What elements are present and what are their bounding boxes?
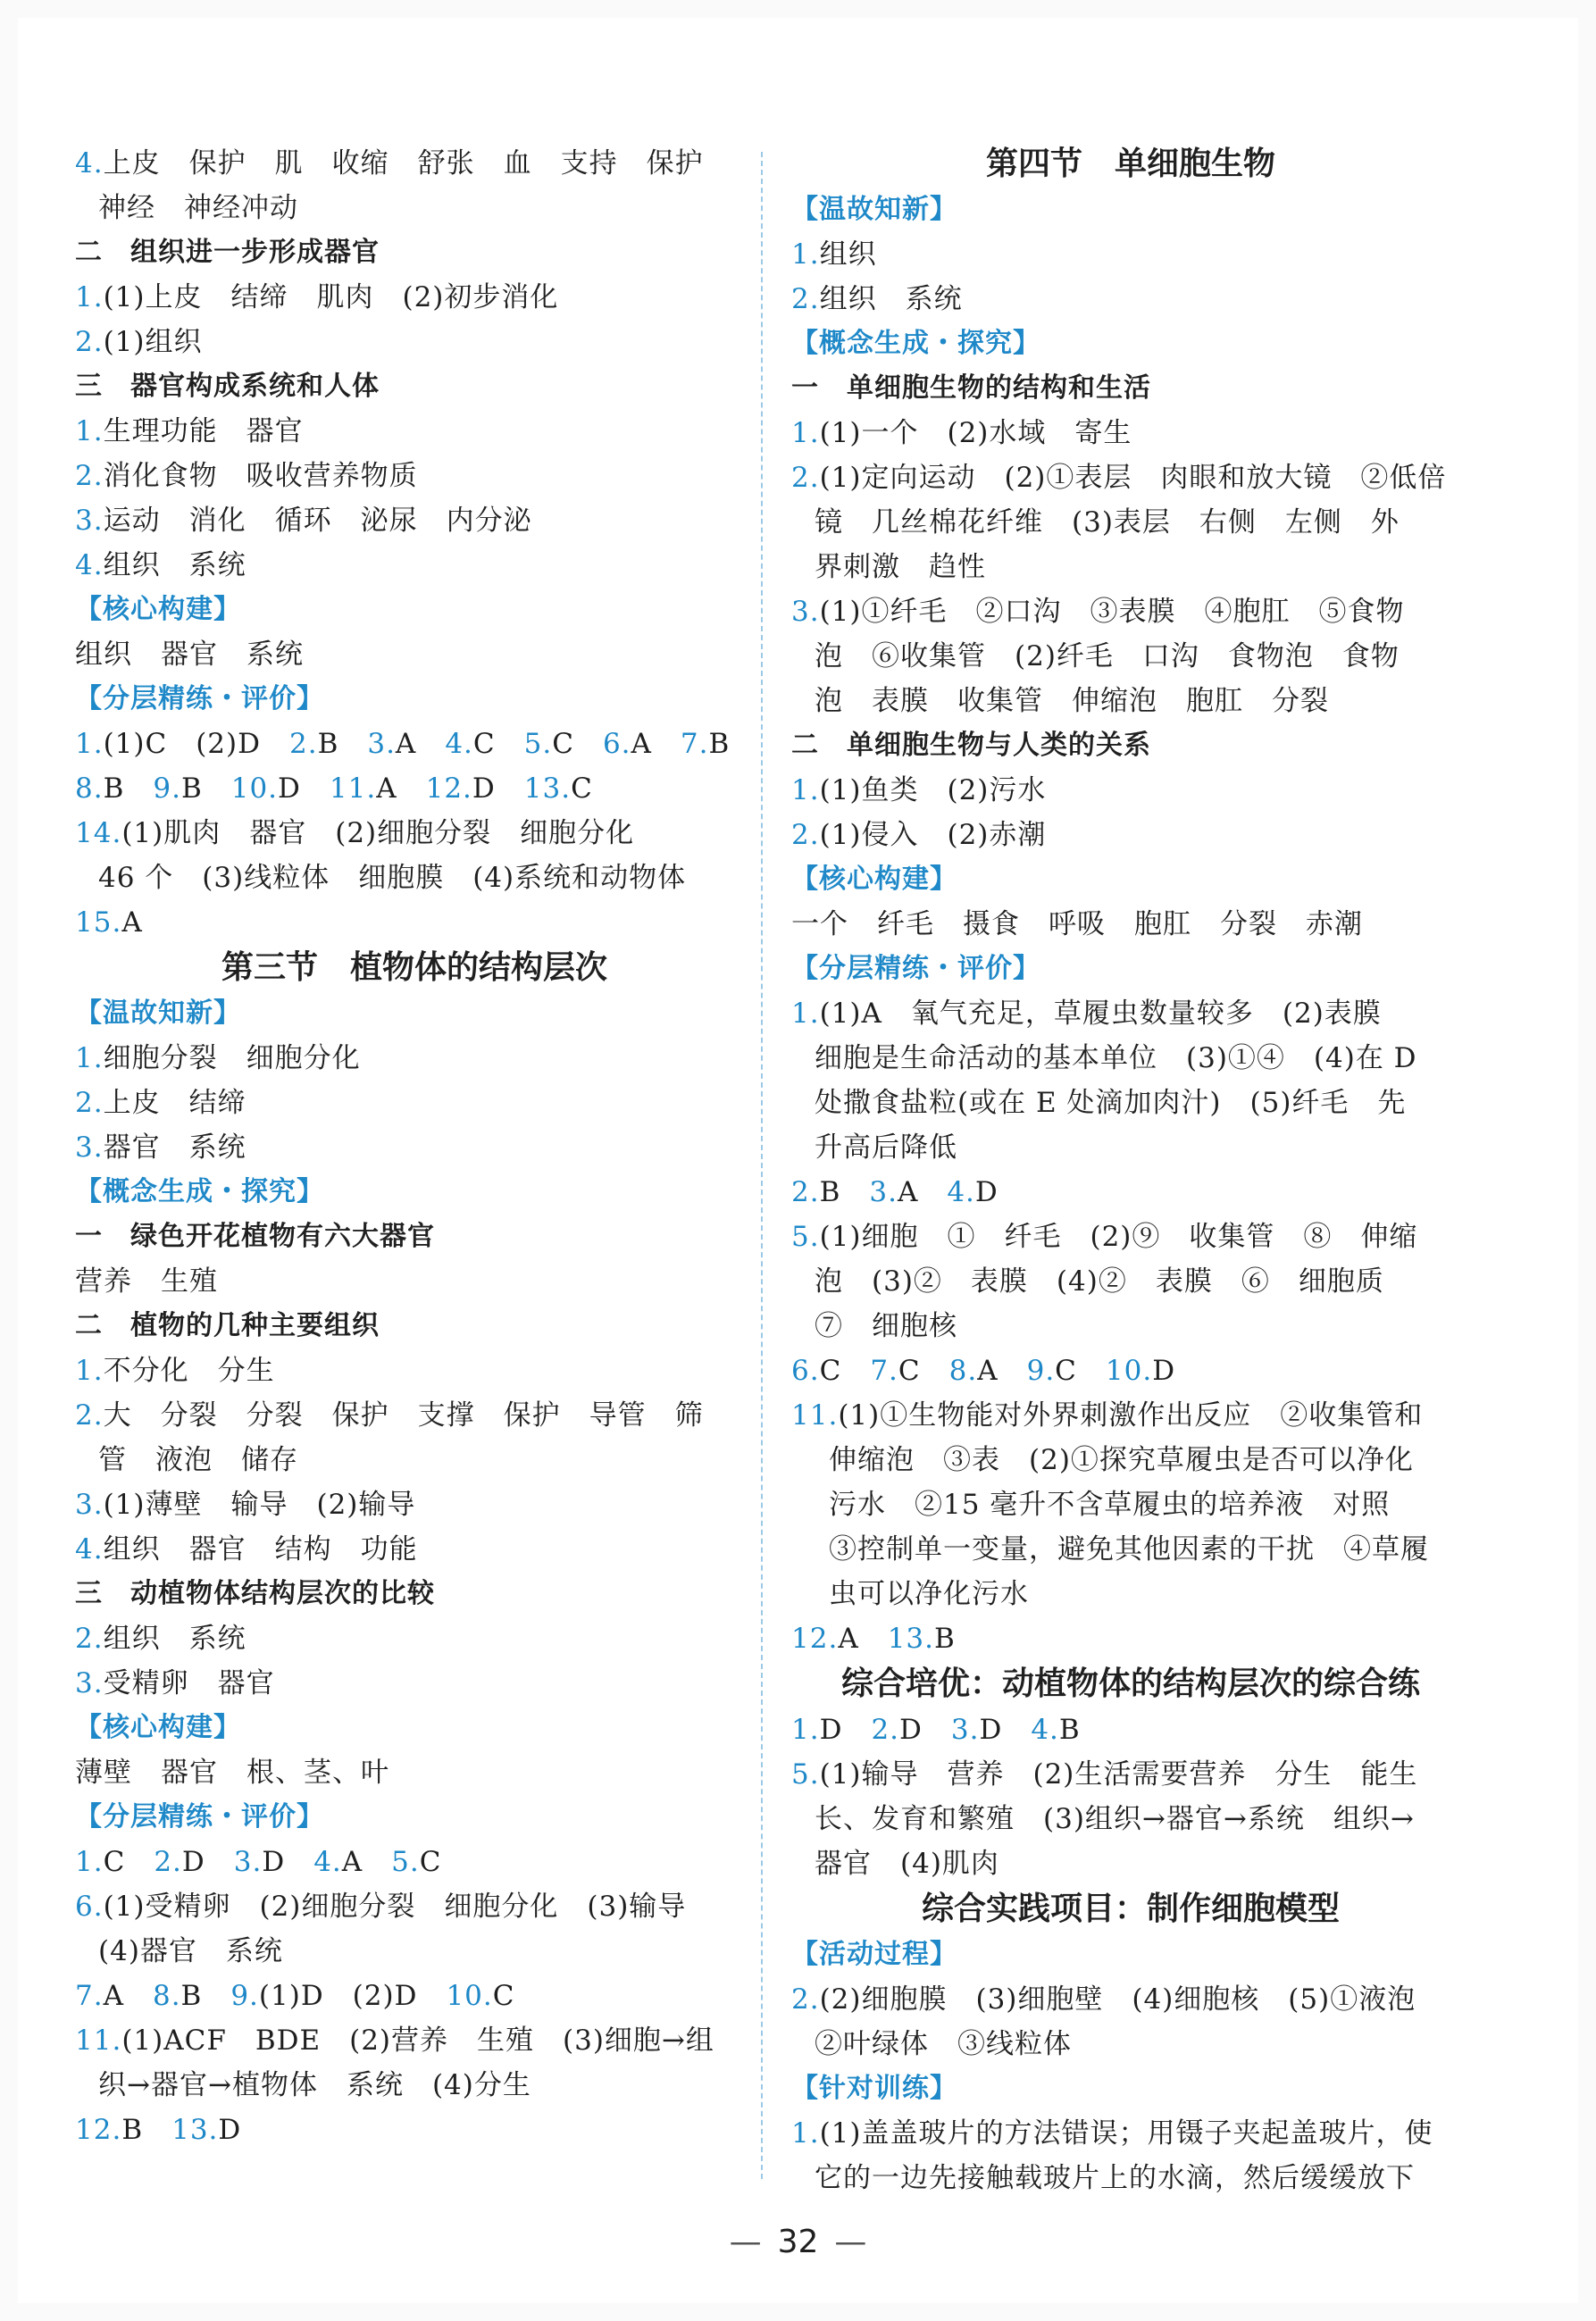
question-number: 4. [75,549,104,581]
answer-text: 消化食物 吸收营养物质 [103,460,418,492]
answer-line [75,543,754,588]
section-tag: 【概念生成・探究】 [75,1176,324,1207]
answer-text: (1)D (2)D [258,1980,447,2012]
answer-line [791,902,1470,947]
page-number-value: 32 [777,2224,819,2260]
answer-line [791,1707,1470,1752]
question-number: 9. [230,1980,259,2012]
section-tag: 【分层精练・评价】 [75,1801,324,1833]
question-number: 5. [391,1846,420,1878]
question-number: 2. [75,326,104,358]
question-number: 6. [791,1355,820,1387]
answer-text: C [419,1846,442,1878]
answer-text: D [979,1714,1032,1746]
answer-continuation: 46 个 (3)线粒体 细胞膜 (4)系统和动物体 [98,862,687,894]
answer-text: C [898,1355,949,1387]
answer-line [75,2018,754,2063]
question-number: 10. [230,772,279,805]
subsection-heading: 三 器官构成系统和人体 [75,371,380,402]
answer-line [75,454,754,498]
answer-line [791,455,1470,500]
answer-text: 组织 系统 [103,1623,247,1655]
question-number: 8. [152,1980,181,2012]
question-number: 1. [791,998,820,1030]
answer-text: C [103,1846,155,1878]
answer-continuation: (4)器官 系统 [98,1935,283,1967]
answer-line [791,768,1470,813]
question-number: 15. [75,906,122,939]
question-number: 1. [791,238,820,271]
page-number [18,2224,1578,2260]
question-number: 1. [791,774,820,806]
answer-text: 组织 系统 [819,283,963,315]
question-number: 5. [791,1221,820,1253]
answer-continuation: 它的一边先接触载玻片上的水滴，然后缓缓放下 [815,2162,1415,2194]
answer-line [75,1348,754,1393]
question-number: 10. [1105,1355,1153,1387]
answer-text: A [341,1846,392,1878]
answer-line [791,1977,1470,2022]
section-tag: 【针对训练】 [791,2073,957,2104]
answer-text: B [708,728,731,760]
answer-line [75,1393,754,1438]
answer-text: (1)鱼类 (2)污水 [819,774,1047,806]
question-number: 10. [446,1980,493,2012]
question-number: 1. [75,281,104,313]
question-number: 11. [791,1399,839,1432]
answer-continuation: 泡 表膜 收集管 伸缩泡 胞肛 分裂 [815,685,1329,717]
answer-continuation: 升高后降低 [815,1131,957,1164]
answer-line [75,1884,754,1929]
answer-line [791,1393,1470,1438]
answer-continuation: 织→器官→植物体 系统 (4)分生 [98,2069,531,2101]
answer-continuation: 器官 (4)肌肉 [815,1848,999,1880]
question-number: 12. [75,2114,122,2146]
answer-text: 不分化 分生 [103,1355,275,1387]
answer-line [791,589,1470,634]
answer-text: (1)输导 营养 (2)生活需要营养 分生 能生 [819,1758,1418,1791]
question-number: 1. [791,2117,820,2150]
answer-continuation: 神经 神经冲动 [98,192,298,224]
section-tag: 【活动过程】 [791,1939,957,1970]
question-number: 2. [791,462,820,494]
answer-line [75,1081,754,1125]
answer-line [75,811,754,856]
answer-text: D [1152,1355,1176,1387]
answer-text: (1)ACF BDE (2)营养 生殖 (3)细胞→组 [121,2025,714,2057]
answer-line [791,232,1470,277]
answer-line [791,1752,1470,1797]
answer-line [75,320,754,364]
section-tag: 【温故知新】 [791,194,957,225]
section-tag: 【核心构建】 [791,864,957,895]
question-number: 4. [75,1533,104,1565]
section-tag: 【概念生成・探究】 [791,328,1040,359]
answer-text: 上皮 结缔 [103,1087,247,1119]
question-number: 7. [680,728,709,760]
answer-line [75,1125,754,1170]
answer-text: 受精卵 器官 [103,1667,275,1699]
answer-line [791,991,1470,1036]
answer-text: (1)一个 (2)水域 寄生 [819,417,1132,449]
answer-text: (2)细胞膜 (3)细胞壁 (4)细胞核 (5)①液泡 [819,1983,1416,2016]
question-number: 11. [329,772,377,805]
subsection-heading: 三 动植物体结构层次的比较 [75,1578,435,1609]
answer-text: 大 分裂 分裂 保护 支撑 保护 导管 筛 [103,1399,704,1432]
answer-line [75,409,754,454]
answer-text: (1)细胞 ① 纤毛 (2)⑨ 收集管 ⑧ 伸缩 [819,1221,1418,1253]
question-number: 3. [791,596,820,628]
answer-continuation: ③控制单一变量，避免其他因素的干扰 ④草履 [829,1533,1429,1565]
answer-line [75,2108,754,2152]
question-number: 3. [869,1176,898,1208]
answer-text: 薄壁 器官 根、茎、叶 [75,1757,389,1789]
left-column [75,141,754,2152]
answer-text: B [121,2114,172,2146]
answer-text: 组织 器官 结构 功能 [103,1533,418,1565]
answer-line [75,498,754,543]
answer-text: (1)组织 [103,326,203,358]
question-number: 9. [153,772,181,805]
answer-line [791,277,1470,321]
answer-text: D [262,1846,314,1878]
question-number: 12. [791,1623,839,1655]
answer-line [791,2111,1470,2156]
question-number: 6. [602,728,631,760]
answer-text: C [819,1355,871,1387]
answer-line [75,1661,754,1706]
answer-line [75,632,754,677]
answer-text: A [838,1623,888,1655]
answer-line [75,1482,754,1527]
question-number: 2. [791,1176,820,1208]
question-number: 1. [75,415,104,447]
question-number: 2. [288,728,318,760]
answer-text: D [218,2114,242,2146]
question-number: 7. [870,1355,898,1387]
answer-continuation: 镜 几丝棉花纤维 (3)表层 右侧 左侧 外 [815,506,1400,539]
answer-text: (1)上皮 结缔 肌肉 (2)初步消化 [103,281,559,313]
question-number: 1. [75,1846,104,1878]
answer-text: B [1058,1714,1081,1746]
answer-text: D [899,1714,951,1746]
question-number: 2. [791,819,820,851]
subsection-heading: 二 单细胞生物与人类的关系 [791,730,1151,761]
question-number: 3. [950,1714,980,1746]
answer-line [75,900,754,945]
question-number: 3. [75,1489,104,1521]
question-number: 3. [233,1846,263,1878]
question-number: 13. [523,772,572,805]
subsection-heading: 一 单细胞生物的结构和生活 [791,372,1151,404]
answer-text: 组织 器官 系统 [75,639,304,671]
answer-text: 营养 生殖 [75,1265,218,1298]
answer-line [75,1840,754,1884]
answer-text: (1)薄壁 输导 (2)输导 [103,1489,416,1521]
answer-text: A [897,1176,948,1208]
question-number: 2. [75,1399,104,1432]
answer-text: D [819,1714,872,1746]
answer-text: C [472,728,524,760]
answer-continuation: 长、发育和繁殖 (3)组织→器官→系统 组织→ [815,1803,1415,1835]
question-number: 2. [75,1087,104,1119]
answer-text: (1)盖盖玻片的方法错误；用镊子夹起盖玻片，使 [819,2117,1433,2150]
answer-text: D [181,1846,234,1878]
answer-text: C [492,1980,515,2012]
question-number: 13. [171,2114,219,2146]
section-tag: 【分层精练・评价】 [791,953,1040,984]
answer-text: 一个 纤毛 摄食 呼吸 胞肛 分裂 赤潮 [791,908,1363,940]
subsection-heading: 二 植物的几种主要组织 [75,1310,380,1341]
answer-text: D [974,1176,999,1208]
column-divider [761,152,763,2179]
question-number: 6. [75,1891,104,1923]
answer-text: D [278,772,330,805]
question-number: 5. [791,1758,820,1791]
question-number: 2. [154,1846,182,1878]
question-number: 4. [947,1176,975,1208]
answer-line [791,1616,1470,1661]
answer-text: B [180,772,231,805]
section-tag: 【分层精练・评价】 [75,683,324,714]
answer-continuation: 管 液泡 储存 [98,1444,298,1476]
question-number: 2. [791,283,820,315]
question-number: 7. [75,1980,104,2012]
answer-text: 组织 [819,238,877,271]
answer-text: (1)受精卵 (2)细胞分裂 细胞分化 (3)输导 [103,1891,687,1923]
right-column [791,141,1470,2200]
answer-continuation: 虫可以净化污水 [829,1578,1029,1610]
answer-line [75,1974,754,2018]
answer-line [75,766,754,811]
answer-continuation: 处撒食盐粒(或在 E 处滴加肉汁) (5)纤毛 先 [815,1087,1407,1119]
answer-text: (1)C (2)D [103,728,289,760]
page-number-dash-left: — [729,2224,762,2260]
answer-continuation: 泡 ⑥收集管 (2)纤毛 口沟 食物泡 食物 [815,640,1400,672]
answer-text: A [103,1980,153,2012]
answer-line [791,1170,1470,1215]
answer-text: B [180,1980,231,2012]
question-number: 2. [75,460,104,492]
answer-line [791,411,1470,455]
answer-text: C [571,772,593,805]
question-number: 4. [1031,1714,1059,1746]
answer-line [75,1750,754,1795]
question-number: 5. [523,728,553,760]
answer-page [18,18,1578,2303]
answer-text: (1)①纤毛 ②口沟 ③表膜 ④胞肛 ⑤食物 [819,596,1405,628]
question-number: 2. [791,1983,820,2016]
answer-text: B [934,1623,956,1655]
question-number: 4. [313,1846,342,1878]
question-number: 3. [75,1131,104,1164]
answer-text: C [1055,1355,1106,1387]
question-number: 1. [75,1355,104,1387]
answer-text: A [376,772,426,805]
question-number: 8. [948,1355,978,1387]
answer-line [75,722,754,766]
section-tag: 【核心构建】 [75,594,241,625]
answer-text: B [317,728,368,760]
question-number: 1. [75,728,104,760]
question-number: 9. [1026,1355,1056,1387]
question-number: 2. [75,1623,104,1655]
answer-continuation: 细胞是生命活动的基本单位 (3)①④ (4)在 D [815,1042,1417,1074]
answer-line [75,1527,754,1572]
question-number: 1. [791,1714,820,1746]
question-number: 4. [445,728,473,760]
answer-line [75,1036,754,1081]
section-title: 第四节 单细胞生物 [985,146,1275,182]
answer-text: 组织 系统 [103,549,247,581]
answer-text: A [395,728,446,760]
answer-continuation: 污水 ②15 毫升不含草履虫的培养液 对照 [829,1489,1391,1521]
section-title: 第三节 植物体的结构层次 [221,949,607,986]
answer-line [791,1348,1470,1393]
answer-text: (1)定向运动 (2)①表层 肉眼和放大镜 ②低倍 [819,462,1447,494]
answer-text: C [552,728,603,760]
answer-text: 上皮 保护 肌 收缩 舒张 血 支持 保护 [103,147,704,180]
answer-text: A [977,1355,1027,1387]
question-number: 8. [75,772,104,805]
answer-continuation: 界刺激 趋性 [815,551,986,583]
answer-text: D [472,772,524,805]
answer-line [791,1215,1470,1259]
answer-continuation: 伸缩泡 ③表 (2)①探究草履虫是否可以净化 [829,1444,1414,1476]
answer-text: (1)A 氧气充足，草履虫数量较多 (2)表膜 [819,998,1382,1030]
answer-text: A [631,728,681,760]
section-title: 综合培优：动植物体的结构层次的综合练 [840,1666,1420,1702]
question-number: 14. [75,817,122,849]
answer-text: 生理功能 器官 [103,415,304,447]
question-number: 3. [75,505,104,537]
question-number: 13. [887,1623,935,1655]
question-number: 4. [75,147,104,180]
subsection-heading: 二 组织进一步形成器官 [75,237,380,268]
subsection-heading: 一 绿色开花植物有六大器官 [75,1221,435,1252]
answer-text: 运动 消化 循环 泌尿 内分泌 [103,505,532,537]
answer-text: (1)①生物能对外界刺激作出反应 ②收集管和 [838,1399,1424,1432]
answer-text: 器官 系统 [103,1131,247,1164]
answer-continuation: ②叶绿体 ③线粒体 [815,2028,1072,2060]
answer-text: B [819,1176,870,1208]
answer-line [75,141,754,186]
answer-text: 细胞分裂 细胞分化 [103,1042,361,1074]
answer-line [791,813,1470,857]
section-title: 综合实践项目：制作细胞模型 [921,1891,1340,1927]
question-number: 3. [367,728,396,760]
question-number: 1. [791,417,820,449]
answer-line [75,1616,754,1661]
answer-text: B [103,772,154,805]
answer-text: (1)侵入 (2)赤潮 [819,819,1047,851]
answer-text: (1)肌肉 器官 (2)细胞分裂 细胞分化 [121,817,635,849]
answer-continuation: 泡 (3)② 表膜 (4)② 表膜 ⑥ 细胞质 [815,1265,1384,1298]
section-tag: 【核心构建】 [75,1712,241,1743]
answer-line [75,1259,754,1304]
section-tag: 【温故知新】 [75,998,241,1029]
answer-text: A [121,906,143,939]
question-number: 3. [75,1667,104,1699]
page-number-dash-right: — [834,2224,867,2260]
question-number: 1. [75,1042,104,1074]
answer-continuation: ⑦ 细胞核 [815,1310,957,1342]
question-number: 2. [871,1714,900,1746]
question-number: 12. [425,772,472,805]
question-number: 11. [75,2025,122,2057]
answer-line [75,275,754,320]
